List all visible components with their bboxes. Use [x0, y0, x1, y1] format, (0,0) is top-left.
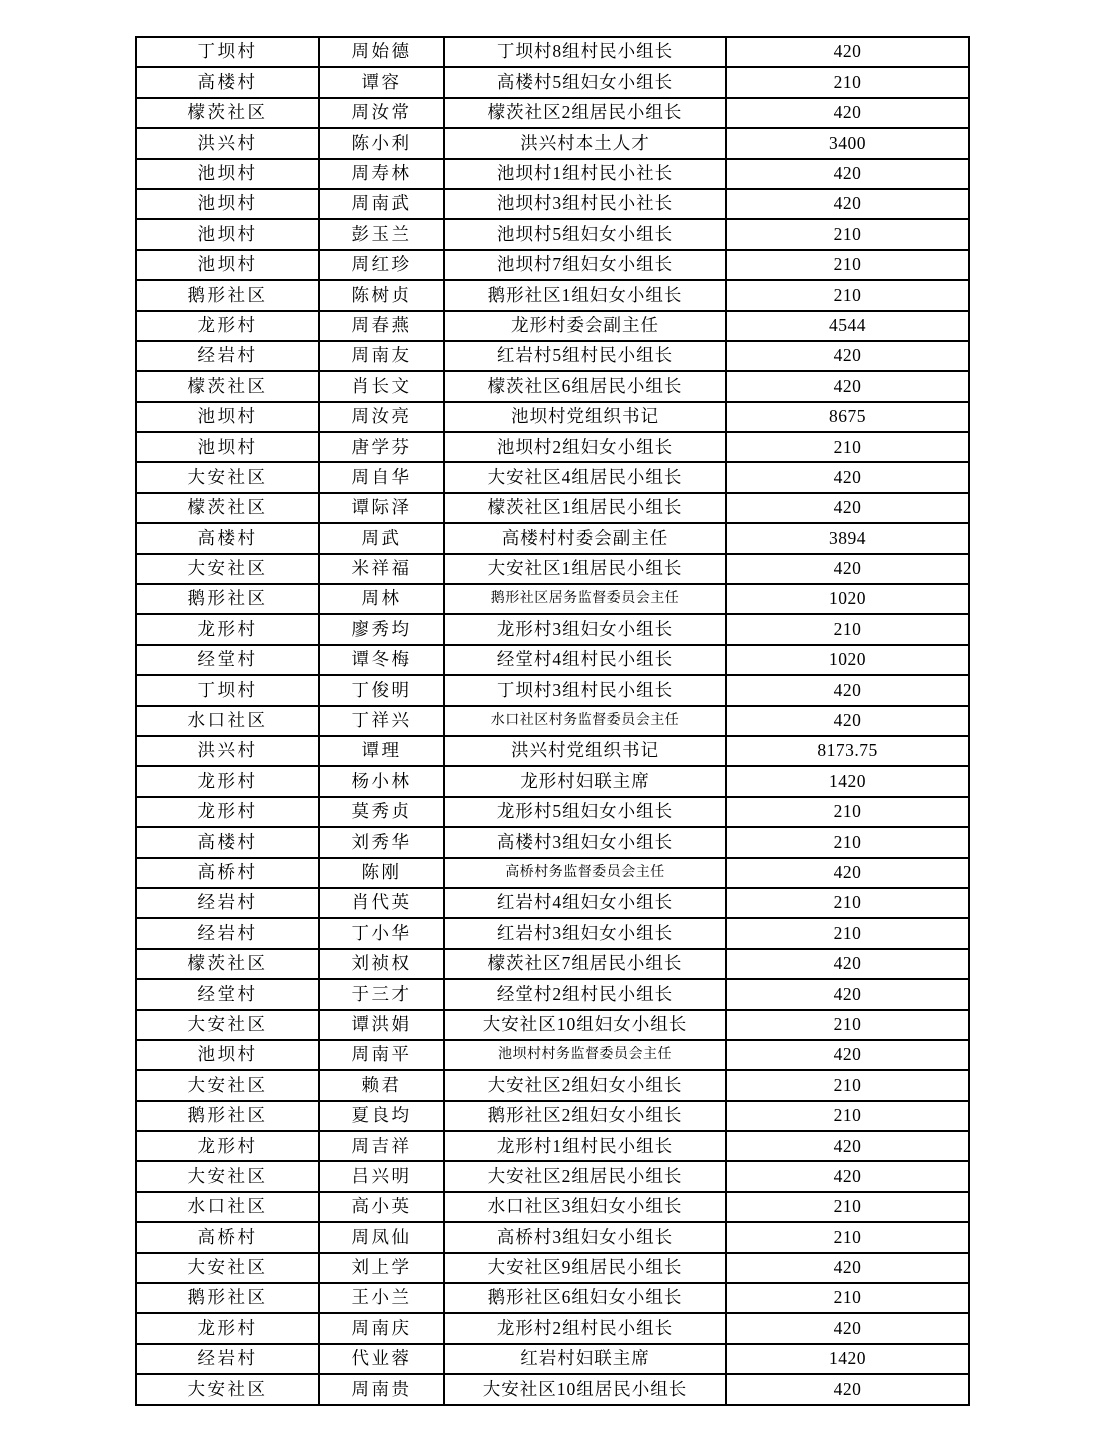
cell-village: 高楼村 — [136, 827, 319, 857]
cell-position: 高桥村务监督委员会主任 — [444, 858, 726, 888]
cell-position: 檬茨社区7组居民小组长 — [444, 949, 726, 979]
cell-village: 经堂村 — [136, 979, 319, 1009]
cell-position: 高桥村3组妇女小组长 — [444, 1222, 726, 1252]
cell-amount: 210 — [726, 1192, 969, 1222]
cell-village: 池坝村 — [136, 159, 319, 189]
cell-amount: 210 — [726, 1010, 969, 1040]
cell-village: 丁坝村 — [136, 37, 319, 67]
cell-name: 谭理 — [319, 736, 444, 766]
cell-position: 水口社区村务监督委员会主任 — [444, 706, 726, 736]
cell-position: 大安社区9组居民小组长 — [444, 1253, 726, 1283]
cell-name: 廖秀均 — [319, 614, 444, 644]
table-row — [136, 311, 969, 341]
table-row — [136, 706, 969, 736]
cell-amount: 420 — [726, 159, 969, 189]
cell-name: 代业蓉 — [319, 1344, 444, 1374]
cell-position: 经堂村4组村民小组长 — [444, 645, 726, 675]
cell-name: 肖长文 — [319, 371, 444, 401]
table-row — [136, 1101, 969, 1131]
cell-amount: 420 — [726, 1374, 969, 1404]
table-row — [136, 584, 969, 614]
cell-position: 大安社区2组居民小组长 — [444, 1161, 726, 1191]
cell-village: 檬茨社区 — [136, 493, 319, 523]
table-row — [136, 1344, 969, 1374]
cell-village: 洪兴村 — [136, 128, 319, 158]
cell-name: 周汝亮 — [319, 402, 444, 432]
cell-position: 高楼村村委会副主任 — [444, 523, 726, 553]
cell-village: 水口社区 — [136, 1192, 319, 1222]
cell-position: 池坝村2组妇女小组长 — [444, 432, 726, 462]
cell-amount: 420 — [726, 1131, 969, 1161]
table-row — [136, 918, 969, 948]
cell-name: 王小兰 — [319, 1283, 444, 1313]
cell-village: 大安社区 — [136, 1253, 319, 1283]
cell-village: 经岩村 — [136, 341, 319, 371]
table-row — [136, 797, 969, 827]
cell-name: 吕兴明 — [319, 1161, 444, 1191]
cell-amount: 420 — [726, 1253, 969, 1283]
cell-amount: 210 — [726, 280, 969, 310]
table-row — [136, 219, 969, 249]
cell-position: 大安社区2组妇女小组长 — [444, 1070, 726, 1100]
cell-village: 大安社区 — [136, 1374, 319, 1404]
cell-name: 赖君 — [319, 1070, 444, 1100]
cell-amount: 420 — [726, 462, 969, 492]
cell-position: 龙形村2组村民小组长 — [444, 1313, 726, 1343]
cell-village: 大安社区 — [136, 554, 319, 584]
cell-village: 丁坝村 — [136, 675, 319, 705]
cell-position: 池坝村7组妇女小组长 — [444, 250, 726, 280]
cell-name: 陈树贞 — [319, 280, 444, 310]
table-row — [136, 493, 969, 523]
cell-amount: 420 — [726, 493, 969, 523]
cell-amount: 210 — [726, 797, 969, 827]
cell-amount: 420 — [726, 949, 969, 979]
cell-name: 陈小利 — [319, 128, 444, 158]
cell-position: 龙形村妇联主席 — [444, 766, 726, 796]
cell-position: 龙形村5组妇女小组长 — [444, 797, 726, 827]
cell-position: 龙形村3组妇女小组长 — [444, 614, 726, 644]
cell-position: 水口社区3组妇女小组长 — [444, 1192, 726, 1222]
cell-amount: 210 — [726, 918, 969, 948]
cell-amount: 210 — [726, 614, 969, 644]
cell-amount: 420 — [726, 858, 969, 888]
cell-name: 唐学芬 — [319, 432, 444, 462]
table-row — [136, 827, 969, 857]
cell-village: 鹅形社区 — [136, 584, 319, 614]
cell-name: 谭容 — [319, 67, 444, 97]
cell-village: 经岩村 — [136, 1344, 319, 1374]
cell-amount: 210 — [726, 1283, 969, 1313]
cell-village: 龙形村 — [136, 614, 319, 644]
cell-position: 池坝村5组妇女小组长 — [444, 219, 726, 249]
table-row — [136, 1161, 969, 1191]
cell-amount: 420 — [726, 189, 969, 219]
cell-village: 经堂村 — [136, 645, 319, 675]
cell-amount: 210 — [726, 250, 969, 280]
cell-village: 大安社区 — [136, 1010, 319, 1040]
cell-position: 高楼村5组妇女小组长 — [444, 67, 726, 97]
cell-village: 龙形村 — [136, 1131, 319, 1161]
table-row — [136, 736, 969, 766]
cell-village: 池坝村 — [136, 219, 319, 249]
cell-position: 鹅形社区6组妇女小组长 — [444, 1283, 726, 1313]
table-row — [136, 1131, 969, 1161]
cell-name: 周武 — [319, 523, 444, 553]
table-body — [136, 37, 969, 1405]
cell-village: 鹅形社区 — [136, 1283, 319, 1313]
cell-name: 丁俊明 — [319, 675, 444, 705]
cell-position: 池坝村村务监督委员会主任 — [444, 1040, 726, 1070]
cell-position: 池坝村1组村民小社长 — [444, 159, 726, 189]
cell-name: 肖代英 — [319, 888, 444, 918]
cell-name: 丁小华 — [319, 918, 444, 948]
cell-name: 刘秀华 — [319, 827, 444, 857]
cell-amount: 8675 — [726, 402, 969, 432]
cell-amount: 210 — [726, 827, 969, 857]
cell-name: 刘上学 — [319, 1253, 444, 1283]
cell-name: 周南贵 — [319, 1374, 444, 1404]
cell-position: 高楼村3组妇女小组长 — [444, 827, 726, 857]
cell-name: 夏良均 — [319, 1101, 444, 1131]
cell-position: 龙形村委会副主任 — [444, 311, 726, 341]
cell-position: 经堂村2组村民小组长 — [444, 979, 726, 1009]
table-row — [136, 766, 969, 796]
cell-amount: 3894 — [726, 523, 969, 553]
cell-position: 檬茨社区1组居民小组长 — [444, 493, 726, 523]
cell-name: 杨小林 — [319, 766, 444, 796]
cell-position: 红岩村妇联主席 — [444, 1344, 726, 1374]
cell-amount: 420 — [726, 706, 969, 736]
cell-position: 龙形村1组村民小组长 — [444, 1131, 726, 1161]
cell-name: 周南平 — [319, 1040, 444, 1070]
cell-name: 于三才 — [319, 979, 444, 1009]
cell-amount: 1420 — [726, 766, 969, 796]
cell-name: 丁祥兴 — [319, 706, 444, 736]
cell-amount: 420 — [726, 1313, 969, 1343]
cell-village: 鹅形社区 — [136, 280, 319, 310]
cell-name: 谭洪娟 — [319, 1010, 444, 1040]
table-row — [136, 341, 969, 371]
table-row — [136, 1010, 969, 1040]
cell-village: 龙形村 — [136, 311, 319, 341]
cell-name: 周寿林 — [319, 159, 444, 189]
cell-position: 大安社区10组居民小组长 — [444, 1374, 726, 1404]
cell-village: 高楼村 — [136, 523, 319, 553]
cell-village: 龙形村 — [136, 1313, 319, 1343]
cell-position: 池坝村党组织书记 — [444, 402, 726, 432]
cell-village: 池坝村 — [136, 402, 319, 432]
table-row — [136, 523, 969, 553]
payroll-table — [135, 36, 970, 1406]
cell-village: 洪兴村 — [136, 736, 319, 766]
table-row — [136, 159, 969, 189]
table-row — [136, 37, 969, 67]
cell-name: 周汝常 — [319, 98, 444, 128]
cell-position: 鹅形社区居务监督委员会主任 — [444, 584, 726, 614]
cell-amount: 420 — [726, 1040, 969, 1070]
cell-village: 池坝村 — [136, 250, 319, 280]
cell-amount: 1020 — [726, 584, 969, 614]
table-row — [136, 189, 969, 219]
cell-name: 周凤仙 — [319, 1222, 444, 1252]
cell-name: 周林 — [319, 584, 444, 614]
cell-amount: 210 — [726, 432, 969, 462]
cell-position: 鹅形社区1组妇女小组长 — [444, 280, 726, 310]
table-row — [136, 675, 969, 705]
cell-amount: 420 — [726, 554, 969, 584]
cell-name: 周自华 — [319, 462, 444, 492]
table-row — [136, 1192, 969, 1222]
cell-position: 红岩村4组妇女小组长 — [444, 888, 726, 918]
cell-position: 大安社区10组妇女小组长 — [444, 1010, 726, 1040]
cell-village: 龙形村 — [136, 797, 319, 827]
cell-amount: 420 — [726, 341, 969, 371]
cell-village: 鹅形社区 — [136, 1101, 319, 1131]
table-row — [136, 280, 969, 310]
cell-name: 周春燕 — [319, 311, 444, 341]
cell-amount: 1020 — [726, 645, 969, 675]
table-row — [136, 432, 969, 462]
cell-amount: 420 — [726, 371, 969, 401]
cell-amount: 420 — [726, 675, 969, 705]
cell-name: 谭冬梅 — [319, 645, 444, 675]
table-row — [136, 462, 969, 492]
cell-village: 檬茨社区 — [136, 98, 319, 128]
cell-village: 檬茨社区 — [136, 371, 319, 401]
cell-position: 红岩村3组妇女小组长 — [444, 918, 726, 948]
cell-village: 经岩村 — [136, 888, 319, 918]
cell-amount: 3400 — [726, 128, 969, 158]
cell-amount: 420 — [726, 37, 969, 67]
cell-amount: 8173.75 — [726, 736, 969, 766]
cell-name: 高小英 — [319, 1192, 444, 1222]
table-row — [136, 1222, 969, 1252]
table-row — [136, 1374, 969, 1404]
table-row — [136, 1070, 969, 1100]
table-row — [136, 888, 969, 918]
cell-amount: 210 — [726, 1222, 969, 1252]
cell-name: 莫秀贞 — [319, 797, 444, 827]
cell-amount: 210 — [726, 1070, 969, 1100]
cell-name: 周红珍 — [319, 250, 444, 280]
cell-amount: 420 — [726, 979, 969, 1009]
cell-name: 周始德 — [319, 37, 444, 67]
table-row — [136, 614, 969, 644]
cell-name: 周吉祥 — [319, 1131, 444, 1161]
cell-amount: 4544 — [726, 311, 969, 341]
cell-position: 檬茨社区6组居民小组长 — [444, 371, 726, 401]
table-row — [136, 1040, 969, 1070]
cell-name: 刘祯权 — [319, 949, 444, 979]
table-row — [136, 1283, 969, 1313]
cell-village: 高楼村 — [136, 67, 319, 97]
table-row — [136, 1253, 969, 1283]
cell-name: 周南友 — [319, 341, 444, 371]
table-row — [136, 371, 969, 401]
cell-amount: 210 — [726, 1101, 969, 1131]
table-row — [136, 250, 969, 280]
cell-village: 池坝村 — [136, 1040, 319, 1070]
table-row — [136, 554, 969, 584]
cell-village: 大安社区 — [136, 1070, 319, 1100]
table-row — [136, 979, 969, 1009]
cell-village: 龙形村 — [136, 766, 319, 796]
cell-position: 鹅形社区2组妇女小组长 — [444, 1101, 726, 1131]
cell-name: 彭玉兰 — [319, 219, 444, 249]
table-row — [136, 949, 969, 979]
cell-village: 大安社区 — [136, 462, 319, 492]
table-row — [136, 402, 969, 432]
cell-village: 池坝村 — [136, 189, 319, 219]
cell-amount: 420 — [726, 1161, 969, 1191]
table-row — [136, 1313, 969, 1343]
cell-amount: 1420 — [726, 1344, 969, 1374]
cell-amount: 210 — [726, 219, 969, 249]
cell-village: 大安社区 — [136, 1161, 319, 1191]
cell-name: 周南庆 — [319, 1313, 444, 1343]
cell-position: 洪兴村党组织书记 — [444, 736, 726, 766]
cell-village: 高桥村 — [136, 858, 319, 888]
cell-position: 红岩村5组村民小组长 — [444, 341, 726, 371]
cell-amount: 210 — [726, 888, 969, 918]
cell-name: 谭际泽 — [319, 493, 444, 523]
cell-position: 大安社区4组居民小组长 — [444, 462, 726, 492]
table-row — [136, 645, 969, 675]
cell-village: 池坝村 — [136, 432, 319, 462]
table-row — [136, 128, 969, 158]
cell-position: 洪兴村本土人才 — [444, 128, 726, 158]
cell-name: 陈刚 — [319, 858, 444, 888]
cell-position: 池坝村3组村民小社长 — [444, 189, 726, 219]
cell-amount: 420 — [726, 98, 969, 128]
cell-position: 丁坝村3组村民小组长 — [444, 675, 726, 705]
cell-position: 丁坝村8组村民小组长 — [444, 37, 726, 67]
cell-village: 高桥村 — [136, 1222, 319, 1252]
cell-village: 水口社区 — [136, 706, 319, 736]
cell-village: 檬茨社区 — [136, 949, 319, 979]
cell-name: 周南武 — [319, 189, 444, 219]
cell-position: 大安社区1组居民小组长 — [444, 554, 726, 584]
cell-name: 米祥福 — [319, 554, 444, 584]
cell-village: 经岩村 — [136, 918, 319, 948]
table-row — [136, 858, 969, 888]
cell-amount: 210 — [726, 67, 969, 97]
table-row — [136, 67, 969, 97]
table-row — [136, 98, 969, 128]
cell-position: 檬茨社区2组居民小组长 — [444, 98, 726, 128]
